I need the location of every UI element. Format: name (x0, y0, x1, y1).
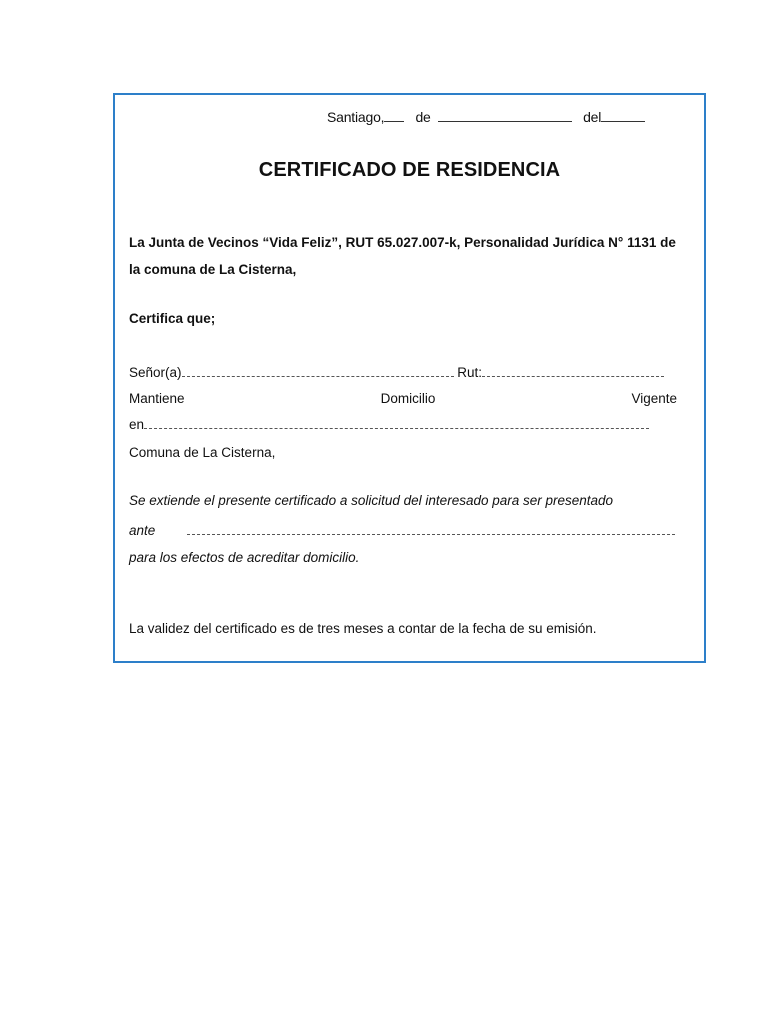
en-blank (144, 417, 649, 429)
city-label: Santiago, (327, 109, 385, 125)
mantiene-label: Mantiene (129, 391, 185, 406)
ante-row (129, 523, 675, 538)
en-label: en (129, 417, 145, 432)
intro-paragraph: La Junta de Vecinos “Vida Feliz”, RUT 65.027.007-k, Personalidad Jurídica N° 1131 de la comuna de La Cisterna, (129, 235, 676, 277)
senor-row (129, 365, 664, 380)
vigente-label: Vigente (631, 391, 677, 406)
certifica-label: Certifica que; (129, 311, 216, 326)
ante-blank (187, 523, 675, 535)
year-blank (601, 109, 645, 122)
comuna-label: Comuna de La Cisterna, (129, 445, 276, 460)
rut-label: Rut: (457, 365, 483, 380)
de-label: de (415, 109, 431, 125)
extiende-text: Se extiende el presente certificado a solicitud del interesado para ser presentado (129, 493, 614, 508)
validez-text: La validez del certificado es de tres meses a contar de la fecha de su emisión. (129, 621, 597, 636)
mantiene-row (129, 391, 677, 406)
month-blank (438, 109, 572, 122)
domicilio-label: Domicilio (380, 391, 436, 406)
day-blank (384, 109, 404, 122)
efectos-text: para los efectos de acreditar domicilio. (129, 550, 360, 565)
ante-label: ante (129, 523, 156, 538)
en-row (129, 417, 649, 432)
certificate-frame (113, 93, 706, 663)
rut-blank (482, 365, 664, 377)
document-title: CERTIFICADO DE RESIDENCIA (258, 159, 561, 181)
senor-blank (182, 365, 454, 377)
date-line (327, 109, 645, 125)
del-label: del (583, 109, 602, 125)
senor-label: Señor(a) (129, 365, 182, 380)
